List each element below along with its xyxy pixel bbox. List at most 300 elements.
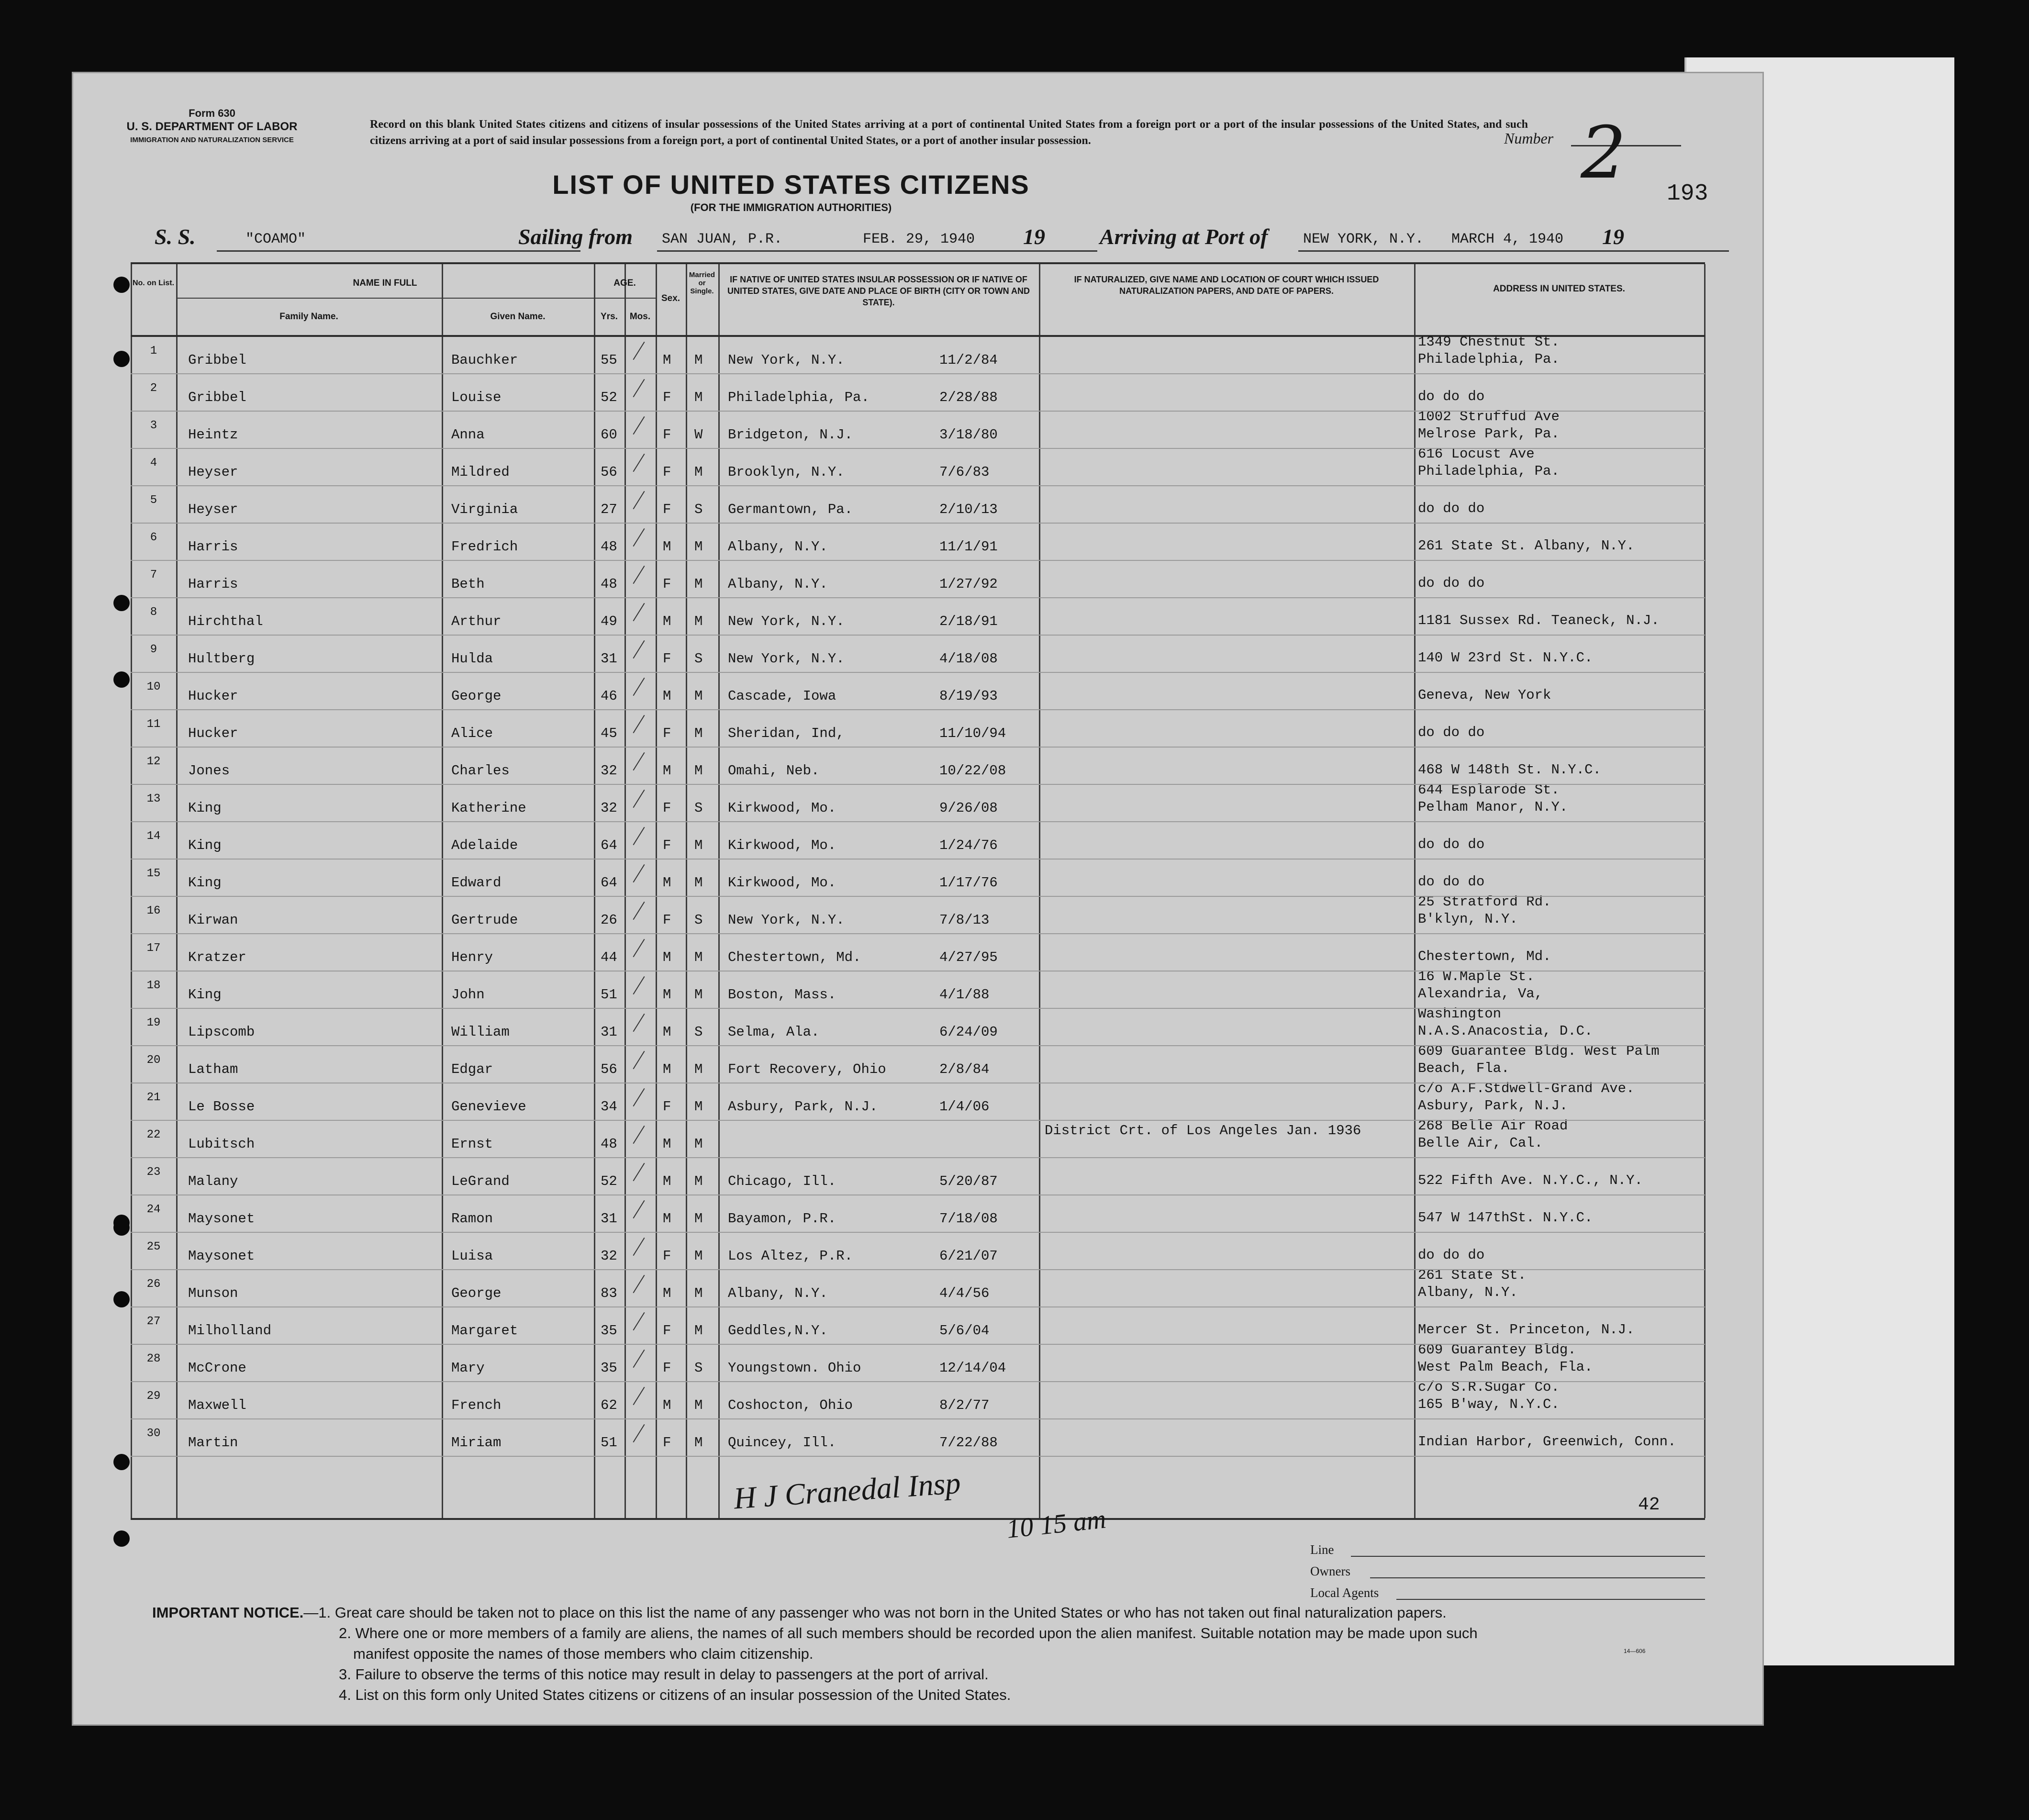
marital-status: M	[694, 1285, 703, 1301]
table-row	[131, 1195, 1705, 1232]
check-mark	[633, 1312, 645, 1330]
given-name: George	[451, 688, 502, 704]
given-name: Hulda	[451, 651, 493, 667]
birth-date: 9/26/08	[939, 800, 998, 816]
given-name: Genevieve	[451, 1099, 526, 1115]
birth-date: 1/17/76	[939, 875, 998, 891]
marital-status: M	[694, 539, 703, 555]
age-years: 48	[601, 576, 617, 592]
sex: F	[663, 1248, 671, 1264]
row-divider	[131, 635, 1705, 636]
address-line-2: do do do	[1418, 874, 1485, 890]
given-name: William	[451, 1024, 510, 1040]
ship-label: S. S.	[155, 224, 196, 249]
col-no: No. on List.	[132, 279, 175, 287]
age-years: 35	[601, 1360, 617, 1376]
service: IMMIGRATION AND NATURALIZATION SERVICE	[130, 136, 294, 144]
row-divider	[131, 672, 1705, 673]
address-line-2: 468 W 148th St. N.Y.C.	[1418, 762, 1601, 778]
check-mark	[633, 640, 645, 659]
birthplace: Albany, N.Y.	[728, 539, 828, 555]
birthplace: Cascade, Iowa	[728, 688, 836, 704]
family-name: Kirwan	[188, 912, 238, 928]
sex: F	[663, 726, 671, 741]
sex: M	[663, 1136, 671, 1152]
marital-status: S	[694, 912, 703, 928]
row-number: 22	[146, 1128, 161, 1141]
marital-status: M	[694, 875, 703, 891]
family-name: Le Bosse	[188, 1099, 255, 1115]
marital-status: M	[694, 1323, 703, 1339]
arrival-year-prefix: 19	[1602, 224, 1624, 249]
table-row	[131, 485, 1705, 523]
age-years: 26	[601, 912, 617, 928]
family-name: Harris	[188, 539, 238, 555]
sex: F	[663, 502, 671, 517]
row-number: 29	[146, 1390, 161, 1403]
family-name: Hirchthal	[188, 614, 263, 629]
check-mark	[633, 902, 645, 920]
sailing-date: FEB. 29, 1940	[863, 231, 975, 247]
check-mark	[633, 976, 645, 994]
birth-date: 8/2/77	[939, 1397, 990, 1413]
family-name: Maysonet	[188, 1211, 255, 1227]
birth-date: 5/20/87	[939, 1173, 998, 1189]
address-line-2: Mercer St. Princeton, N.J.	[1418, 1322, 1635, 1338]
table-row	[131, 336, 1705, 373]
birth-date: 12/14/04	[939, 1360, 1006, 1376]
check-mark	[633, 939, 645, 957]
marital-status: S	[694, 1024, 703, 1040]
address-line-2: Geneva, New York	[1418, 687, 1551, 703]
row-number: 1	[150, 345, 157, 357]
birth-date: 11/2/84	[939, 352, 998, 368]
given-name: John	[451, 987, 485, 1003]
birthplace: Kirkwood, Mo.	[728, 875, 836, 891]
row-number: 5	[150, 494, 157, 507]
check-mark	[633, 454, 645, 472]
family-name: Milholland	[188, 1323, 272, 1339]
notice-item-2: 2. Where one or more members of a family are aliens, the names of all such members should be recorded upon the alien manifest. Suitable notation may be made upon such	[339, 1625, 1478, 1641]
table-row	[131, 523, 1705, 560]
binder-hole	[113, 595, 130, 611]
age-years: 46	[601, 688, 617, 704]
row-number: 3	[150, 419, 157, 432]
row-number: 25	[146, 1240, 161, 1253]
check-mark	[633, 1014, 645, 1032]
birth-date: 2/18/91	[939, 614, 998, 629]
birth-date: 7/22/88	[939, 1435, 998, 1451]
marital-status: M	[694, 1397, 703, 1413]
family-name: Hultberg	[188, 651, 255, 667]
sex: F	[663, 464, 671, 480]
row-divider	[131, 523, 1705, 524]
family-name: Malany	[188, 1173, 238, 1189]
family-name: Hucker	[188, 688, 238, 704]
birthplace: Philadelphia, Pa.	[728, 390, 870, 405]
given-name: Louise	[451, 390, 502, 405]
row-number: 24	[146, 1203, 161, 1216]
age-years: 32	[601, 800, 617, 816]
arrival-port: NEW YORK, N.Y.	[1303, 231, 1424, 247]
given-name: Arthur	[451, 614, 502, 629]
birthplace: New York, N.Y.	[728, 651, 845, 667]
address-line-2: 1181 Sussex Rd. Teaneck, N.J.	[1418, 613, 1660, 628]
birth-date: 8/19/93	[939, 688, 998, 704]
given-name: Mildred	[451, 464, 510, 480]
form-number: Form 630	[189, 107, 235, 119]
marital-status: M	[694, 837, 703, 853]
family-name: Kratzer	[188, 949, 246, 965]
row-divider	[131, 709, 1705, 710]
age-years: 83	[601, 1285, 617, 1301]
sex: M	[663, 352, 671, 368]
marital-status: M	[694, 1061, 703, 1077]
sex: F	[663, 800, 671, 816]
address-line-2: do do do	[1418, 837, 1485, 852]
check-mark	[633, 1088, 645, 1106]
row-divider	[131, 1120, 1705, 1121]
address-line-2: do do do	[1418, 575, 1485, 591]
marital-status: M	[694, 1435, 703, 1451]
row-number: 10	[146, 681, 161, 693]
birthplace: Bridgeton, N.J.	[728, 427, 853, 443]
given-name: Virginia	[451, 502, 518, 517]
sex: M	[663, 763, 671, 779]
check-mark	[633, 827, 645, 845]
sex: M	[663, 1024, 671, 1040]
given-name: Edgar	[451, 1061, 493, 1077]
address-line-2: 522 Fifth Ave. N.Y.C., N.Y.	[1418, 1172, 1643, 1188]
birthplace: Brooklyn, N.Y.	[728, 464, 845, 480]
family-name: Jones	[188, 763, 230, 779]
address-line-1: Washington	[1418, 1006, 1502, 1022]
sex: F	[663, 390, 671, 405]
marital-status: W	[694, 427, 703, 443]
check-mark	[633, 1163, 645, 1181]
address-line-1: 609 Guarantee Bldg. West Palm	[1418, 1043, 1660, 1059]
row-divider	[131, 597, 1705, 598]
table-row	[131, 672, 1705, 709]
birth-date: 4/27/95	[939, 949, 998, 965]
address-line-2: 165 B'way, N.Y.C.	[1418, 1396, 1560, 1412]
row-number: 4	[150, 457, 157, 469]
birthplace: Selma, Ala.	[728, 1024, 820, 1040]
marital-status: M	[694, 688, 703, 704]
birth-date: 2/10/13	[939, 502, 998, 517]
address-line-1: 644 Esplarode St.	[1418, 782, 1560, 798]
col-address: ADDRESS IN UNITED STATES.	[1493, 284, 1625, 294]
birthplace: Fort Recovery, Ohio	[728, 1061, 886, 1077]
table-row	[131, 597, 1705, 635]
given-name: Beth	[451, 576, 485, 592]
birthplace: Kirkwood, Mo.	[728, 837, 836, 853]
row-divider	[131, 784, 1705, 785]
address-line-2: Philadelphia, Pa.	[1418, 351, 1560, 367]
table-row	[131, 896, 1705, 933]
col-naturalization: IF NATURALIZED, GIVE NAME AND LOCATION OF COURT WHICH ISSUED NATURALIZATION PAPERS, AND DATE OF PAPERS.	[1074, 275, 1379, 296]
check-mark	[633, 1350, 645, 1368]
binder-hole	[113, 1219, 130, 1236]
birthplace: New York, N.Y.	[728, 912, 845, 928]
address-line-2: do do do	[1418, 389, 1485, 404]
sex: F	[663, 912, 671, 928]
table-row	[131, 709, 1705, 747]
row-number: 15	[146, 867, 161, 880]
birthplace: Omahi, Neb.	[728, 763, 820, 779]
address-line-2: West Palm Beach, Fla.	[1418, 1359, 1593, 1375]
binder-hole	[113, 351, 130, 367]
sex: F	[663, 1099, 671, 1115]
binder-hole	[113, 671, 130, 688]
col-name-in-full: NAME IN FULL	[353, 278, 417, 288]
marital-status: M	[694, 726, 703, 741]
given-name: Alice	[451, 726, 493, 741]
address-line-1: 268 Belle Air Road	[1418, 1118, 1568, 1134]
marital-status: M	[694, 987, 703, 1003]
table-row	[131, 448, 1705, 485]
marital-status: M	[694, 949, 703, 965]
marital-status: M	[694, 1211, 703, 1227]
col-sex: Sex.	[661, 293, 680, 303]
age-years: 51	[601, 987, 617, 1003]
given-name: Katherine	[451, 800, 526, 816]
table-row	[131, 971, 1705, 1008]
sex: F	[663, 576, 671, 592]
sex: M	[663, 1173, 671, 1189]
row-divider	[131, 1008, 1705, 1009]
address-line-2: Alexandria, Va,	[1418, 986, 1543, 1002]
birth-date: 2/8/84	[939, 1061, 990, 1077]
marital-status: S	[694, 651, 703, 667]
sailing-label: Sailing from	[518, 224, 633, 249]
given-name: George	[451, 1285, 502, 1301]
table-row	[131, 747, 1705, 784]
marital-status: S	[694, 1360, 703, 1376]
address-line-1: 1002 Struffud Ave	[1418, 409, 1560, 424]
row-number: 20	[146, 1054, 161, 1067]
sex: M	[663, 1397, 671, 1413]
birth-date: 10/22/08	[939, 763, 1006, 779]
birthplace: Kirkwood, Mo.	[728, 800, 836, 816]
address-line-2: Chestertown, Md.	[1418, 949, 1551, 964]
family-name: McCrone	[188, 1360, 246, 1376]
col-native-birthplace: IF NATIVE OF UNITED STATES INSULAR POSSESSION OR IF NATIVE OF UNITED STATES, GIVE DATE AND PLACE OF BIRTH (CITY OR TOWN AND STATE).	[727, 275, 1030, 307]
table-row	[131, 859, 1705, 896]
passenger-table	[131, 262, 1705, 1520]
notice-item-3: 3. Failure to observe the terms of this notice may result in delay to passengers at the port of arrival.	[339, 1666, 989, 1683]
notice-label: IMPORTANT NOTICE.	[152, 1604, 304, 1621]
sailing-line	[657, 250, 1097, 252]
age-years: 51	[601, 1435, 617, 1451]
check-mark	[633, 1424, 645, 1442]
address-line-1: 1349 Chestnut St.	[1418, 334, 1560, 350]
birthplace: New York, N.Y.	[728, 614, 845, 629]
birth-date: 7/6/83	[939, 464, 990, 480]
given-name: Ernst	[451, 1136, 493, 1152]
row-divider	[131, 859, 1705, 860]
age-years: 31	[601, 651, 617, 667]
birth-date: 1/27/92	[939, 576, 998, 592]
given-name: Bauchker	[451, 352, 518, 368]
page-title: LIST OF UNITED STATES CITIZENS	[552, 169, 1030, 200]
check-mark	[633, 678, 645, 696]
check-mark	[633, 416, 645, 435]
table-row	[131, 411, 1705, 448]
address-line-2: do do do	[1418, 1247, 1485, 1263]
sex: M	[663, 949, 671, 965]
birth-date: 6/24/09	[939, 1024, 998, 1040]
given-name: Miriam	[451, 1435, 502, 1451]
row-divider	[131, 1344, 1705, 1345]
row-number: 12	[146, 755, 161, 768]
marital-status: M	[694, 352, 703, 368]
age-years: 45	[601, 726, 617, 741]
given-name: Mary	[451, 1360, 485, 1376]
table-row	[131, 1306, 1705, 1344]
family-name: King	[188, 837, 222, 853]
naturalization-court: District Crt. of Los Angeles Jan. 1936	[1045, 1123, 1361, 1139]
check-mark	[633, 864, 645, 882]
check-mark	[633, 1238, 645, 1256]
intro-instructions: Record on this blank United States citizens and citizens of insular possessions of the United States arriving at a port of continental United States from a foreign port or a port of the insular possessions of the United States, and such citizens arriving at a port of said insular possessions from a foreign port, a port of continental United States, or a port of another insular possession.	[370, 118, 1528, 147]
birth-date: 11/10/94	[939, 726, 1006, 741]
row-number: 16	[146, 904, 161, 917]
given-name: Adelaide	[451, 837, 518, 853]
binder-hole	[113, 1291, 130, 1307]
birthplace: Chicago, Ill.	[728, 1173, 836, 1189]
check-mark	[633, 1051, 645, 1069]
marital-status: S	[694, 800, 703, 816]
age-years: 44	[601, 949, 617, 965]
age-years: 31	[601, 1211, 617, 1227]
row-divider	[131, 1306, 1705, 1307]
marital-status: M	[694, 1248, 703, 1264]
address-line-2: Melrose Park, Pa.	[1418, 426, 1560, 442]
age-years: 56	[601, 464, 617, 480]
row-number: 17	[146, 942, 161, 955]
marital-status: M	[694, 1136, 703, 1152]
birth-date: 1/24/76	[939, 837, 998, 853]
row-divider	[131, 485, 1705, 486]
given-name: Charles	[451, 763, 510, 779]
arrival-time-note: 10 15 am	[1005, 1504, 1108, 1544]
row-divider	[131, 821, 1705, 822]
table-row	[131, 784, 1705, 821]
row-number: 21	[146, 1091, 161, 1104]
check-mark	[633, 491, 645, 509]
birth-date: 4/1/88	[939, 987, 990, 1003]
form-identification	[121, 107, 303, 147]
address-line-1: 616 Locust Ave	[1418, 446, 1535, 462]
birthplace: Coshocton, Ohio	[728, 1397, 853, 1413]
birth-date: 4/18/08	[939, 651, 998, 667]
family-name: Latham	[188, 1061, 238, 1077]
birthplace: Geddles,N.Y.	[728, 1323, 828, 1339]
owners-fill	[1370, 1577, 1705, 1578]
given-name: Ramon	[451, 1211, 493, 1227]
row-divider	[131, 560, 1705, 561]
birthplace: Quincey, Ill.	[728, 1435, 836, 1451]
check-mark	[633, 342, 645, 360]
binder-hole	[113, 1454, 130, 1470]
row-divider	[131, 448, 1705, 449]
page-number: 193	[1667, 181, 1708, 207]
row-divider	[131, 1232, 1705, 1233]
given-name: Luisa	[451, 1248, 493, 1264]
sex: F	[663, 1360, 671, 1376]
family-name: Hucker	[188, 726, 238, 741]
table-row	[131, 1269, 1705, 1306]
col-married-or-single: Married or Single.	[689, 271, 715, 295]
address-line-2: Pelham Manor, N.Y.	[1418, 799, 1568, 815]
family-name: Gribbel	[188, 390, 246, 405]
sex: M	[663, 688, 671, 704]
birthplace: New York, N.Y.	[728, 352, 845, 368]
line-fill	[1351, 1556, 1705, 1557]
address-line-2: Belle Air, Cal.	[1418, 1135, 1543, 1151]
check-mark	[633, 1387, 645, 1405]
family-name: Maysonet	[188, 1248, 255, 1264]
check-mark	[633, 1126, 645, 1144]
age-years: 64	[601, 837, 617, 853]
department: U. S. DEPARTMENT OF LABOR	[126, 120, 298, 133]
age-years: 60	[601, 427, 617, 443]
age-years: 31	[601, 1024, 617, 1040]
row-divider	[131, 1269, 1705, 1270]
address-line-1: 261 State St.	[1418, 1267, 1527, 1283]
arrival-date: MARCH 4, 1940	[1451, 231, 1564, 247]
check-mark	[633, 1275, 645, 1293]
table-row	[131, 1120, 1705, 1157]
table-row	[131, 1083, 1705, 1120]
age-years: 55	[601, 352, 617, 368]
family-name: Heintz	[188, 427, 238, 443]
birth-date: 7/8/13	[939, 912, 990, 928]
birthplace: Sheridan, Ind,	[728, 726, 845, 741]
total-count: 42	[1638, 1495, 1660, 1515]
ship-name: "COAMO"	[245, 231, 306, 247]
marital-status: M	[694, 1099, 703, 1115]
table-row	[131, 560, 1705, 597]
row-number: 6	[150, 531, 157, 544]
local-agents-label: Local Agents	[1310, 1586, 1379, 1600]
address-line-2: do do do	[1418, 501, 1485, 516]
given-name: Margaret	[451, 1323, 518, 1339]
given-name: Anna	[451, 427, 485, 443]
check-mark	[633, 379, 645, 397]
row-number: 11	[146, 718, 161, 731]
sex: M	[663, 1211, 671, 1227]
family-name: King	[188, 800, 222, 816]
check-mark	[633, 1200, 645, 1218]
birth-date: 6/21/07	[939, 1248, 998, 1264]
address-line-2: B'klyn, N.Y.	[1418, 911, 1518, 927]
birthplace: Los Altez, P.R.	[728, 1248, 853, 1264]
birthplace: Bayamon, P.R.	[728, 1211, 836, 1227]
marital-status: M	[694, 1173, 703, 1189]
age-years: 34	[601, 1099, 617, 1115]
address-line-1: 16 W.Maple St.	[1418, 969, 1535, 984]
sex: M	[663, 875, 671, 891]
sex: F	[663, 1323, 671, 1339]
age-years: 49	[601, 614, 617, 629]
row-divider	[131, 933, 1705, 934]
binder-hole	[113, 1530, 130, 1547]
address-line-2: N.A.S.Anacostia, D.C.	[1418, 1023, 1593, 1039]
birthplace: Youngstown. Ohio	[728, 1360, 861, 1376]
given-name: French	[451, 1397, 502, 1413]
